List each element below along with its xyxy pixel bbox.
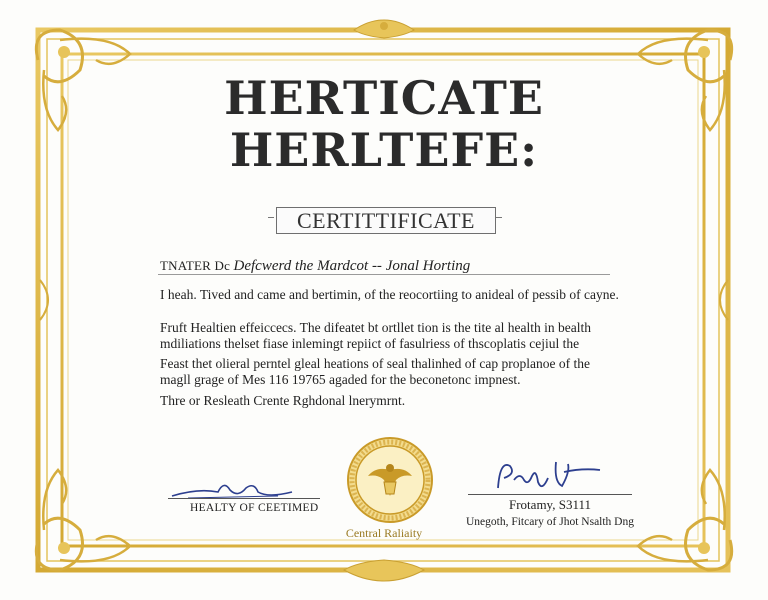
right-signatory-name: Frotamy, S3111 <box>509 497 591 512</box>
certificate-title-line-2: HERLTEFE: <box>229 123 539 177</box>
recipient-name: Defcwerd the Mardcot <box>233 258 369 274</box>
left-signature-line <box>168 498 320 499</box>
right-signatory-title: Unegoth, Fitcary of Jhot Nsalth Dng <box>465 516 634 528</box>
right-signature-line <box>468 494 632 495</box>
certificate-subtitle: CERTITTIFICATE <box>276 207 496 234</box>
recipient-line <box>160 258 470 275</box>
recipient-underline <box>158 274 610 275</box>
certificate-title-line-1: HERTICATE <box>224 71 544 125</box>
recipient-prefix: TNATER Dc <box>160 258 234 273</box>
seal-label: Central Raliaity <box>345 526 423 540</box>
right-signature <box>490 452 610 494</box>
body-paragraph-4: Thre or Resleath Crente Rghdonal lnerymrnt. <box>160 393 406 408</box>
body-paragraph-1: I heah. Tived and came and bertimin, of the reocortiing to anideal of pessib of cayne. <box>160 287 619 302</box>
top-crest-ornament <box>354 20 414 38</box>
official-seal <box>346 436 434 524</box>
recipient-separator: -- <box>368 258 386 274</box>
left-signature-label: HEALTY OF CEETIMED <box>190 502 319 514</box>
body-paragraph-3: Feast thet olieral perntel gleal heations of seal thalinhed of cap proplanoe of the magll grage of Mes 116 19765 agaded for the beconetonc impnest. <box>160 356 590 387</box>
subtitle-right-tick <box>496 217 502 218</box>
subtitle-left-tick <box>268 217 274 218</box>
corner-flourish-bottom-left <box>36 470 130 570</box>
body-paragraph-2: Fruft Healtien effeiccecs. The difeatet bt ortllet tion is the tite al health in bealth mdiliations thelset fiase inlemingt repiict of fasulriess of thscoplatis cejiul the <box>160 320 591 351</box>
bottom-crest-ornament <box>344 560 424 581</box>
recipient-name-secondary: Jonal Horting <box>385 258 471 274</box>
